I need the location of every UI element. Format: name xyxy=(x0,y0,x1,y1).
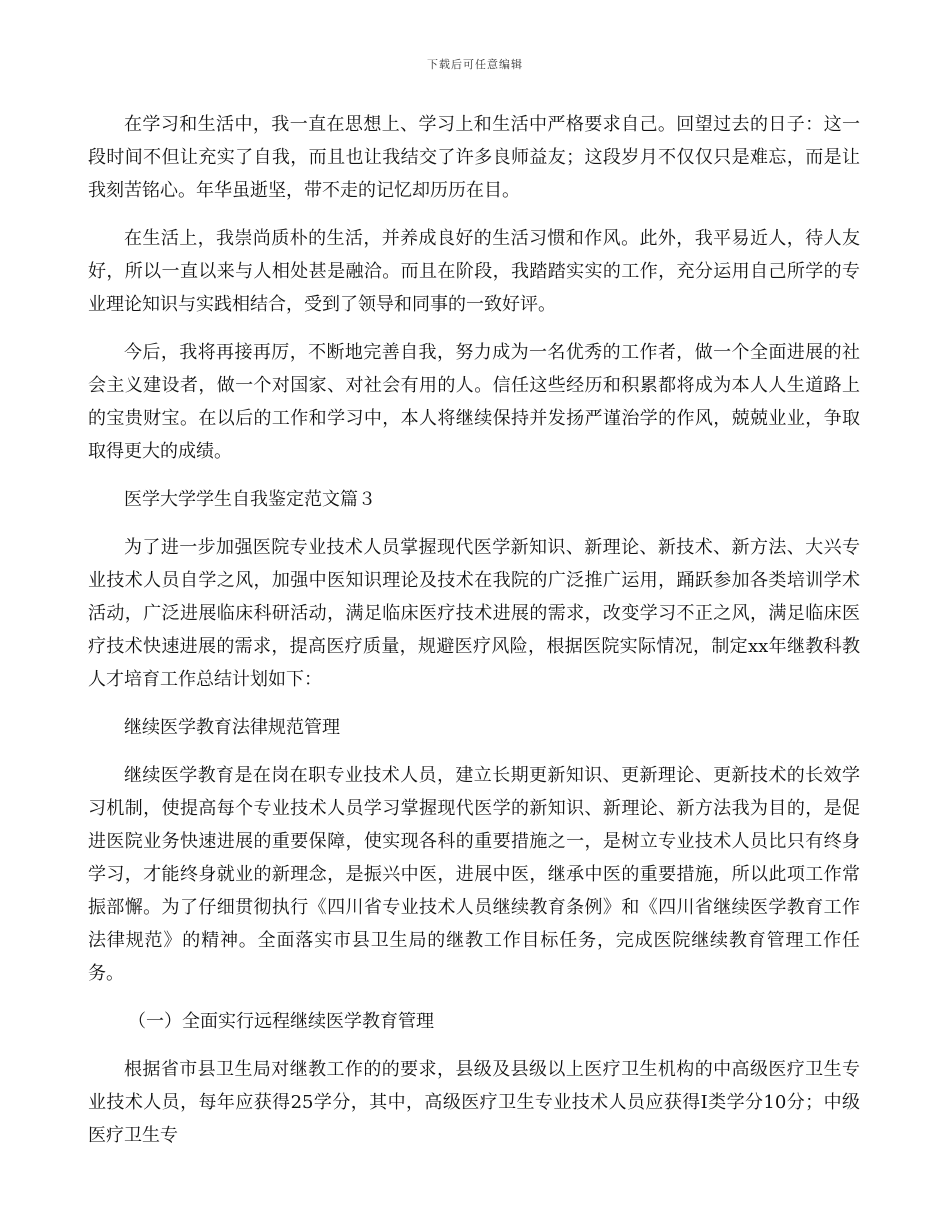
paragraph: 为了进一步加强医院专业技术人员掌握现代医学新知识、新理论、新技术、新方法、大兴专业技术人员自学之风，加强中医知识理论及技术在我院的广泛推广运用，踊跃参加各类培训学术活动，广泛进展临床科研活动，满足临床医疗技术进展的需求，改变学习不正之风，满足临床医疗技术快速进展的需求，提高医疗质量，规避医疗风险，根据医院实际情况，制定xx年继教科教人才培育工作总结计划如下： xyxy=(88,537,860,690)
paragraph: 在学习和生活中，我一直在思想上、学习上和生活中严格要求自己。回望过去的日子：这一段时间不但让充实了自我，而且也让我结交了许多良师益友；这段岁月不仅仅只是难忘，而是让我刻苦铭心。年华虽逝坚，带不走的记忆却历历在目。 xyxy=(88,114,860,201)
document-body xyxy=(88,108,860,1167)
section-title: 继续医学教育法律规范管理 xyxy=(124,717,340,738)
paragraph: 继续医学教育是在岗在职专业技术人员，建立长期更新知识、更新理论、更新技术的长效学习机制，使提高每个专业技术人员学习掌握现代医学的新知识、新理论、新方法我为目的，是促进医院业务快速进展的重要保障，使实现各科的重要措施之一，是树立专业技术人员比只有终身学习，才能终身就业的新理念，是振兴中医，进展中医，继承中医的重要措施，所以此项工作常振部懈。为了仔细贯彻执行《四川省专业技术人员继续教育条例》和《四川省继续医学教育工作法律规范》的精神。全面落实市县卫生局的继教工作目标任务，完成医院继续教育管理工作任务。 xyxy=(88,765,860,984)
paragraph: 今后，我将再接再厉，不断地完善自我，努力成为一名优秀的工作者，做一个全面进展的社会主义建设者，做一个对国家、对社会有用的人。信任这些经历和积累都将成为本人人生道路上的宝贵财宝。在以后的工作和学习中，本人将继续保持并发扬严谨治学的作风，兢兢业业，争取取得更大的成绩。 xyxy=(88,342,860,462)
section-title: 医学大学学生自我鉴定范文篇３ xyxy=(124,489,376,510)
page-header: 下载后可任意编辑 xyxy=(427,58,523,71)
paragraph: 根据省市县卫生局对继教工作的的要求，县级及县级以上医疗卫生机构的中高级医疗卫生专业技术人员，每年应获得25学分，其中，高级医疗卫生专业技术人员应获得Ⅰ类学分10分；中级医疗卫生专 xyxy=(88,1059,860,1146)
subsection-title: （一）全面实行远程继续医学教育管理 xyxy=(128,1011,434,1032)
paragraph: 在生活上，我崇尚质朴的生活，并养成良好的生活习惯和作风。此外，我平易近人，待人友好，所以一直以来与人相处甚是融洽。而且在阶段，我踏踏实实的工作，充分运用自己所学的专业理论知识与实践相结合，受到了领导和同事的一致好评。 xyxy=(88,228,860,315)
